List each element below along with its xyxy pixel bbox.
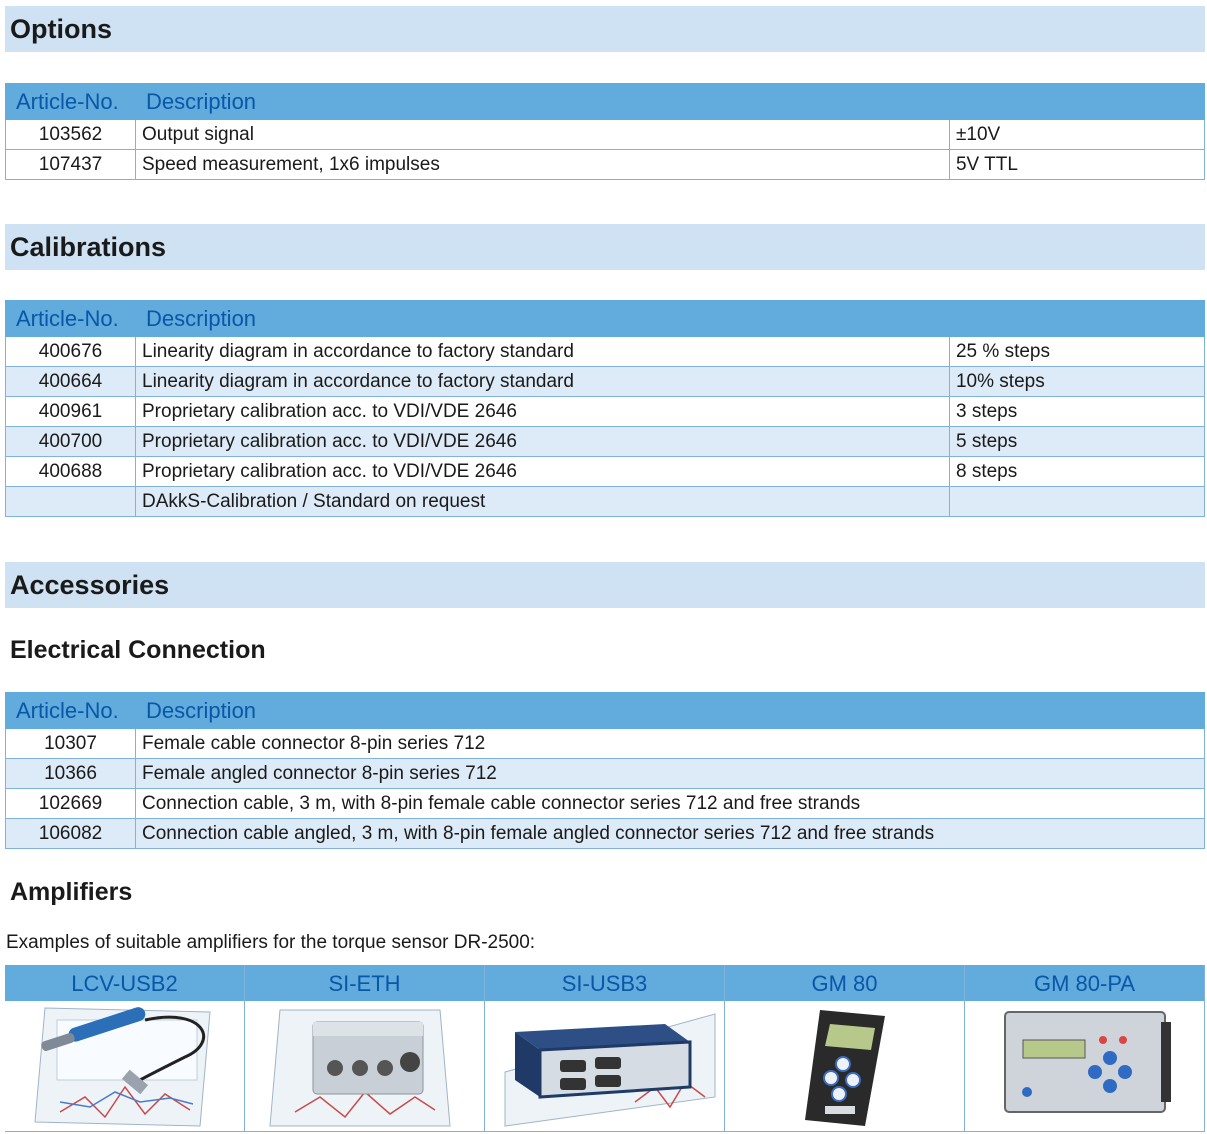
article-no-header: Article-No. <box>6 84 136 120</box>
electrical-connection-title: Electrical Connection <box>10 636 266 664</box>
amplifier-card <box>5 965 245 1132</box>
article-no-cell: 102669 <box>6 789 136 819</box>
table-row <box>6 819 1205 849</box>
table-header <box>6 84 1205 120</box>
table-row <box>6 367 1205 397</box>
amplifier-card <box>485 965 725 1132</box>
description-header: Description <box>136 84 1205 120</box>
article-no-cell: 107437 <box>6 150 136 180</box>
calibrations-title: Calibrations <box>10 232 167 262</box>
value-cell: 3 steps <box>949 397 1204 427</box>
amplifier-name: LCV-USB2 <box>5 965 244 1001</box>
table-row <box>6 457 1205 487</box>
amplifiers-gallery <box>5 965 1205 1132</box>
accessories-section-header <box>5 562 1205 608</box>
table-row <box>6 789 1205 819</box>
description-cell: Female cable connector 8-pin series 712 <box>136 729 1205 759</box>
description-cell: DAkkS-Calibration / Standard on request <box>136 487 950 517</box>
description-cell: Proprietary calibration acc. to VDI/VDE 2646 <box>136 427 950 457</box>
article-no-cell: 400688 <box>6 457 136 487</box>
table-row <box>6 427 1205 457</box>
amplifier-name: GM 80-PA <box>965 965 1204 1001</box>
table-row <box>6 759 1205 789</box>
article-no-header: Article-No. <box>6 301 136 337</box>
options-table <box>5 83 1205 180</box>
accessories-title: Accessories <box>10 570 170 600</box>
lcv-usb2-product-icon <box>5 1002 244 1131</box>
amplifier-card <box>245 965 485 1132</box>
calibrations-table <box>5 300 1205 517</box>
value-cell: 8 steps <box>949 457 1204 487</box>
value-cell: 5V TTL <box>949 150 1204 180</box>
article-no-cell: 106082 <box>6 819 136 849</box>
amplifiers-title: Amplifiers <box>10 878 133 906</box>
table-row <box>6 150 1205 180</box>
value-cell: 25 % steps <box>949 337 1204 367</box>
description-cell: Proprietary calibration acc. to VDI/VDE 2646 <box>136 457 950 487</box>
article-no-cell: 10366 <box>6 759 136 789</box>
amplifier-name: SI-USB3 <box>485 965 724 1001</box>
table-row <box>6 729 1205 759</box>
gm80-product-icon <box>725 1002 964 1131</box>
si-usb3-product-icon <box>485 1002 724 1131</box>
table-row <box>6 397 1205 427</box>
gm80-pa-product-icon <box>965 1002 1204 1131</box>
table-row <box>6 337 1205 367</box>
amplifier-name: SI-ETH <box>245 965 484 1001</box>
value-cell: 10% steps <box>949 367 1204 397</box>
electrical-connection-table <box>5 692 1205 849</box>
description-cell: Linearity diagram in accordance to factory standard <box>136 367 950 397</box>
article-no-cell: 400664 <box>6 367 136 397</box>
table-header <box>6 693 1205 729</box>
si-eth-product-icon <box>245 1002 484 1131</box>
description-cell: Connection cable, 3 m, with 8-pin female cable connector series 712 and free strands <box>136 789 1205 819</box>
article-no-cell: 10307 <box>6 729 136 759</box>
amplifiers-intro: Examples of suitable amplifiers for the torque sensor DR-2500: <box>6 932 536 953</box>
options-title: Options <box>10 14 112 44</box>
article-no-cell: 400700 <box>6 427 136 457</box>
value-cell: 5 steps <box>949 427 1204 457</box>
table-row <box>6 120 1205 150</box>
value-cell: ±10V <box>949 120 1204 150</box>
article-no-header: Article-No. <box>6 693 136 729</box>
gallery-bottom-border <box>5 1131 1205 1132</box>
table-header <box>6 301 1205 337</box>
amplifier-card <box>725 965 965 1132</box>
options-section-header <box>5 6 1205 52</box>
description-cell: Female angled connector 8-pin series 712 <box>136 759 1205 789</box>
article-no-cell: 400676 <box>6 337 136 367</box>
value-cell <box>949 487 1204 517</box>
description-header: Description <box>136 301 1205 337</box>
article-no-cell: 400961 <box>6 397 136 427</box>
description-cell: Output signal <box>136 120 950 150</box>
amplifier-card <box>965 965 1205 1132</box>
article-no-cell <box>6 487 136 517</box>
article-no-cell: 103562 <box>6 120 136 150</box>
description-cell: Proprietary calibration acc. to VDI/VDE 2646 <box>136 397 950 427</box>
description-cell: Speed measurement, 1x6 impulses <box>136 150 950 180</box>
description-cell: Linearity diagram in accordance to factory standard <box>136 337 950 367</box>
description-cell: Connection cable angled, 3 m, with 8-pin female angled connector series 712 and free strands <box>136 819 1205 849</box>
calibrations-section-header <box>5 224 1205 270</box>
table-row <box>6 487 1205 517</box>
amplifier-name: GM 80 <box>725 965 964 1001</box>
description-header: Description <box>136 693 1205 729</box>
